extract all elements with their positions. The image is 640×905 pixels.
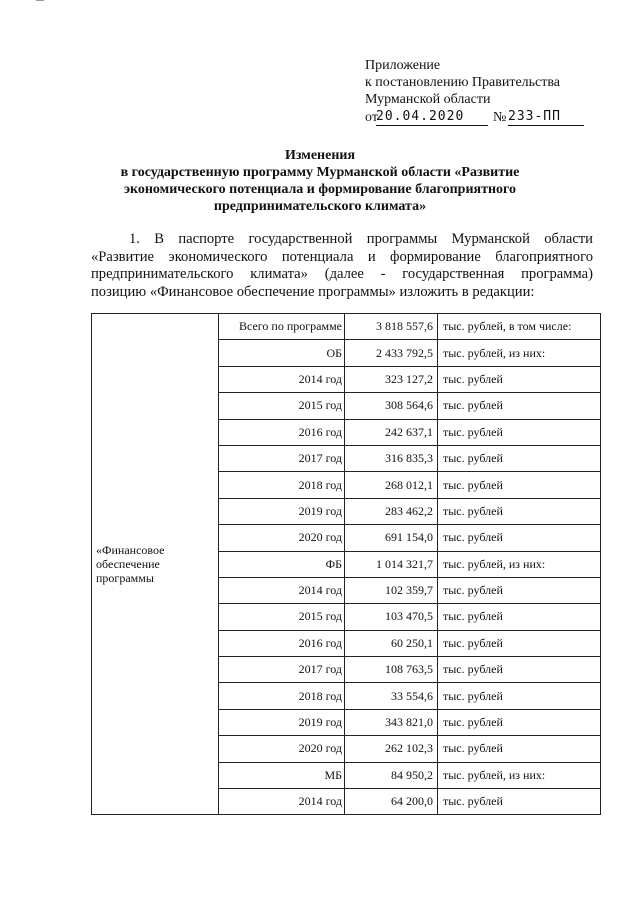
unit-cell: тыс. рублей xyxy=(438,630,601,656)
amount-cell: 343 821,0 xyxy=(345,709,438,735)
period-cell: МБ xyxy=(219,762,345,788)
section-label-cell xyxy=(92,314,219,815)
period-cell: 2018 год xyxy=(219,472,345,498)
unit-cell: тыс. рублей xyxy=(438,419,601,445)
appendix-line-2: к постановлению Правительства xyxy=(365,75,561,90)
document-number: 233-ПП xyxy=(508,108,584,126)
amount-cell: 691 154,0 xyxy=(345,525,438,551)
amount-cell: 3 818 557,6 xyxy=(345,314,438,340)
period-cell: 2014 год xyxy=(219,366,345,392)
period-cell: 2014 год xyxy=(219,577,345,603)
period-cell: 2019 год xyxy=(219,709,345,735)
amount-cell: 108 763,5 xyxy=(345,657,438,683)
period-cell: 2019 год xyxy=(219,498,345,524)
date-number-row xyxy=(365,108,615,126)
unit-cell: тыс. рублей, в том числе: xyxy=(438,314,601,340)
number-prefix: № xyxy=(493,110,507,125)
unit-cell: тыс. рублей xyxy=(438,709,601,735)
appendix-line-3: Мурманской области xyxy=(365,92,491,107)
unit-cell: тыс. рублей, из них: xyxy=(438,340,601,366)
amount-cell: 2 433 792,5 xyxy=(345,340,438,366)
amount-cell: 308 564,6 xyxy=(345,393,438,419)
table-row xyxy=(92,314,601,340)
unit-cell: тыс. рублей xyxy=(438,657,601,683)
scan-corner-mark xyxy=(36,0,44,4)
document-date: 20.04.2020 xyxy=(376,108,488,126)
paragraph-line-4: позицию «Финансовое обеспечение программы» изложить в редакции: xyxy=(91,283,535,300)
period-cell: ФБ xyxy=(219,551,345,577)
period-cell: 2017 год xyxy=(219,657,345,683)
unit-cell: тыс. рублей xyxy=(438,366,601,392)
period-cell: 2014 год xyxy=(219,789,345,815)
period-cell: ОБ xyxy=(219,340,345,366)
paragraph-line-2: «Развитие экономического потенциала и формирование благоприятного xyxy=(91,248,593,265)
amount-cell: 242 637,1 xyxy=(345,419,438,445)
amount-cell: 283 462,2 xyxy=(345,498,438,524)
title-line-2: в государственную программу Мурманской области «Развитие xyxy=(120,165,520,180)
unit-cell: тыс. рублей xyxy=(438,789,601,815)
section-label: «Финансовое обеспечение программы xyxy=(96,543,165,586)
unit-cell: тыс. рублей xyxy=(438,736,601,762)
appendix-header xyxy=(365,57,615,126)
unit-cell: тыс. рублей xyxy=(438,472,601,498)
period-cell: 2018 год xyxy=(219,683,345,709)
title-line-3: экономического потенциала и формирование благоприятного xyxy=(123,182,517,197)
unit-cell: тыс. рублей xyxy=(438,498,601,524)
amount-cell: 268 012,1 xyxy=(345,472,438,498)
period-cell: 2020 год xyxy=(219,736,345,762)
amount-cell: 33 554,6 xyxy=(345,683,438,709)
unit-cell: тыс. рублей xyxy=(438,525,601,551)
unit-cell: тыс. рублей xyxy=(438,577,601,603)
period-cell: 2016 год xyxy=(219,419,345,445)
appendix-line-1: Приложение xyxy=(365,58,441,73)
amount-cell: 262 102,3 xyxy=(345,736,438,762)
body-paragraph xyxy=(91,231,593,301)
period-cell: Всего по программе xyxy=(219,314,345,340)
financing-table-body xyxy=(92,314,601,815)
document-title xyxy=(60,147,580,215)
amount-cell: 323 127,2 xyxy=(345,366,438,392)
amount-cell: 60 250,1 xyxy=(345,630,438,656)
period-cell: 2017 год xyxy=(219,445,345,471)
unit-cell: тыс. рублей xyxy=(438,393,601,419)
unit-cell: тыс. рублей xyxy=(438,604,601,630)
date-prefix: от xyxy=(365,110,378,125)
unit-cell: тыс. рублей xyxy=(438,445,601,471)
financing-table xyxy=(91,313,601,815)
amount-cell: 103 470,5 xyxy=(345,604,438,630)
unit-cell: тыс. рублей xyxy=(438,683,601,709)
title-line-4: предпринимательского климата» xyxy=(213,199,427,214)
title-line-1: Изменения xyxy=(284,148,356,163)
unit-cell: тыс. рублей, из них: xyxy=(438,551,601,577)
amount-cell: 316 835,3 xyxy=(345,445,438,471)
amount-cell: 84 950,2 xyxy=(345,762,438,788)
period-cell: 2015 год xyxy=(219,393,345,419)
amount-cell: 102 359,7 xyxy=(345,577,438,603)
amount-cell: 64 200,0 xyxy=(345,789,438,815)
period-cell: 2015 год xyxy=(219,604,345,630)
period-cell: 2020 год xyxy=(219,525,345,551)
amount-cell: 1 014 321,7 xyxy=(345,551,438,577)
paragraph-line-3: предпринимательского климата» (далее - государственная программа) xyxy=(91,266,593,282)
unit-cell: тыс. рублей, из них: xyxy=(438,762,601,788)
paragraph-line-1: 1. В паспорте государственной программы Мурманской области xyxy=(129,231,593,247)
period-cell: 2016 год xyxy=(219,630,345,656)
